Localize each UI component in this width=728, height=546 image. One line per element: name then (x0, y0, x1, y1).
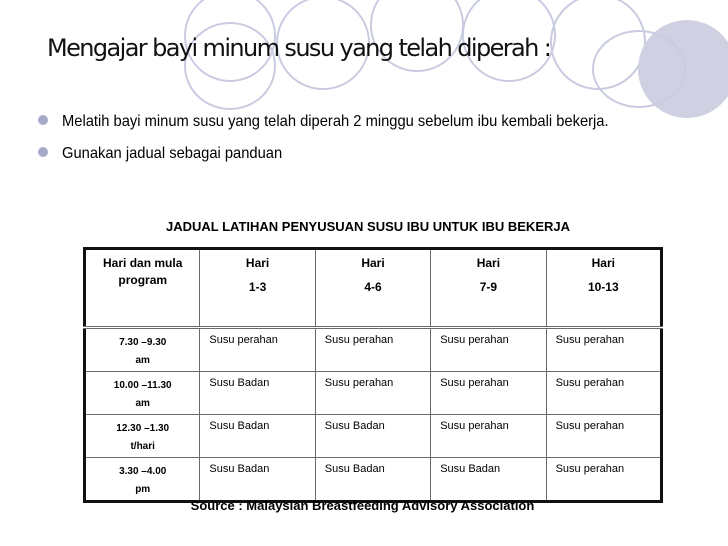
table-cell: Susu perahan (315, 372, 430, 415)
header-line2: 10-13 (587, 280, 619, 294)
table-cell: Susu perahan (315, 328, 430, 372)
header-day-1-3 (200, 249, 315, 328)
table-cell: Susu perahan (546, 415, 661, 458)
time-range: 12.30 –1.30 (116, 423, 170, 434)
bullet-text: Gunakan jadual sebagai panduan (62, 145, 283, 162)
table-cell: Susu Badan (200, 372, 315, 415)
table-header-row (85, 249, 662, 328)
table-row (85, 458, 662, 502)
header-line1: Hari (476, 256, 501, 270)
table-title-text: JADUAL LATIHAN PENYUSUAN SUSU IBU UNTUK IBU BEKERJA (166, 219, 570, 234)
time-range: 7.30 –9.30 (119, 337, 167, 348)
time-cell (85, 372, 200, 415)
header-line2: program (118, 273, 168, 287)
table-row (85, 415, 662, 458)
time-period: am (135, 355, 150, 366)
header-line2: 4-6 (364, 280, 382, 294)
bullet-icon (36, 111, 62, 132)
table-cell: Susu Badan (200, 415, 315, 458)
table-row (85, 372, 662, 415)
table-cell: Susu perahan (431, 372, 546, 415)
bullet-list (36, 111, 676, 175)
bullet-text: Melatih bayi minum susu yang telah diperah 2 minggu sebelum ibu kembali bekerja. (62, 113, 609, 130)
slide-title: Mengajar bayi minum susu yang telah diperah : (47, 34, 551, 62)
table-cell: Susu perahan (546, 372, 661, 415)
time-cell (85, 415, 200, 458)
table-row (85, 328, 662, 372)
table-cell: Susu Badan (200, 458, 315, 502)
bullet-item (36, 143, 676, 164)
time-period: pm (135, 484, 151, 495)
header-line2: 1-3 (248, 280, 267, 294)
decor-circle-8 (592, 30, 686, 108)
header-day-program (85, 249, 200, 328)
header-day-7-9 (431, 249, 546, 328)
header-day-4-6 (315, 249, 430, 328)
schedule-table (83, 247, 663, 503)
time-range: 3.30 –4.00 (119, 466, 167, 477)
bullet-item (36, 111, 676, 132)
table-cell: Susu Badan (315, 458, 430, 502)
source-note (0, 498, 728, 513)
table-cell: Susu perahan (200, 328, 315, 372)
header-line1: Hari (591, 256, 615, 270)
header-line2: 7-9 (479, 280, 498, 294)
time-period: am (135, 398, 150, 409)
header-day-10-13 (546, 249, 661, 328)
header-line1: Hari (361, 256, 385, 270)
table-cell: Susu perahan (431, 415, 546, 458)
table-title (0, 219, 728, 234)
time-cell (85, 458, 200, 502)
table-cell: Susu perahan (546, 328, 661, 372)
table-cell: Susu Badan (431, 458, 546, 502)
bullet-icon (36, 143, 62, 164)
header-line1: Hari (245, 256, 270, 270)
header-line1: Hari dan mula (103, 256, 183, 270)
time-cell (85, 328, 200, 372)
time-period: t/hari (130, 441, 155, 452)
time-range: 10.00 –11.30 (113, 380, 172, 391)
table-cell: Susu perahan (546, 458, 661, 502)
source-text: Source : Malaysian Breastfeeding Advisory Association (190, 498, 535, 513)
table-cell: Susu perahan (431, 328, 546, 372)
table-cell: Susu Badan (315, 415, 430, 458)
